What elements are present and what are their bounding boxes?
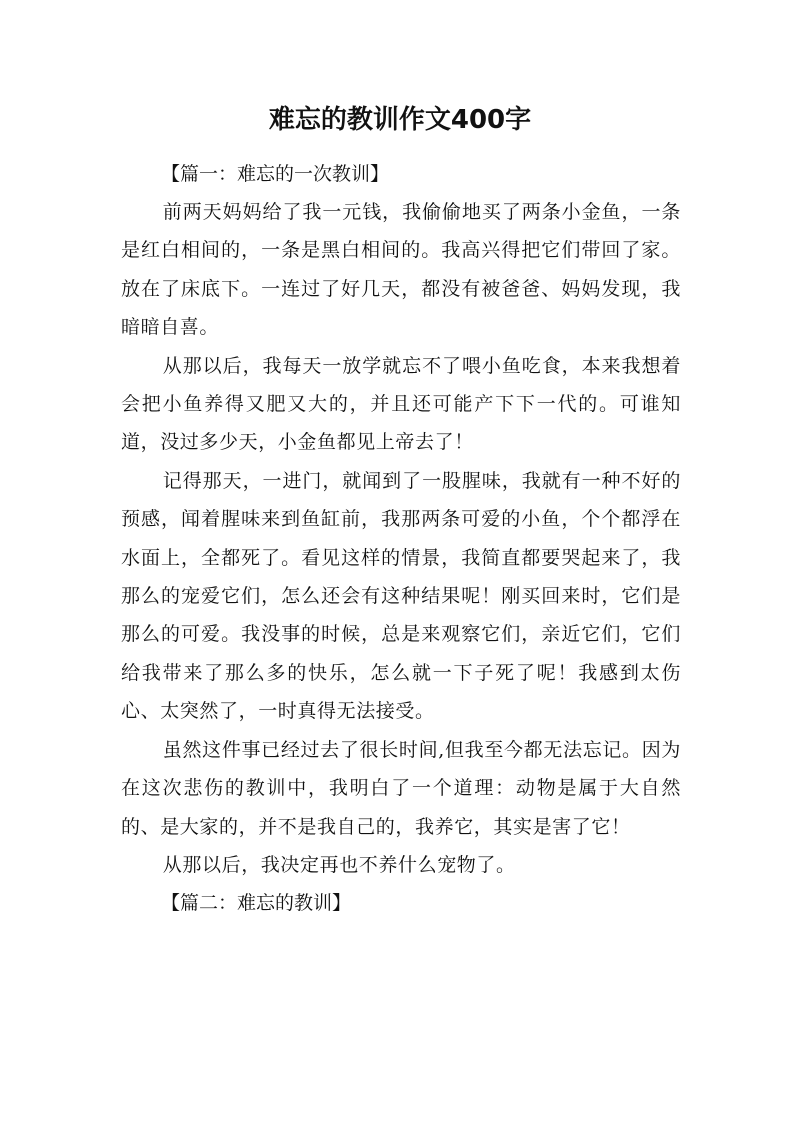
document-title: 难忘的教训作文400字	[268, 105, 532, 135]
section-heading-2: 【篇二：难忘的教训】	[161, 892, 352, 915]
paragraph: 从那以后，我每天一放学就忘不了喂小鱼吃食，本来我想着会把小鱼养得又肥又大的，并且还可能产下下一代的。可谁知道，没过多少天，小金鱼都见上帝去了！	[121, 354, 681, 454]
paragraph: 记得那天，一进门，就闻到了一股腥味，我就有一种不好的预感，闻着腥味来到鱼缸前，我那两条可爱的小鱼，个个都浮在水面上，全都死了。看见这样的情景，我简直都要哭起来了，我那么的宠爱它们，怎么还会有这种结果呢！刚买回来时，它们是那么的可爱。我没事的时候，总是来观察它们，亲近它们，它们给我带来了那么多的快乐，怎么就一下子死了呢！我感到太伤心、太突然了，一时真得无法接受。	[121, 469, 681, 723]
paragraph: 虽然这件事已经过去了很长时间,但我至今都无法忘记。因为在这次悲伤的教训中，我明白了一个道理：动物是属于大自然的、是大家的，并不是我自己的，我养它，其实是害了它！	[121, 738, 681, 838]
section-heading-1: 【篇一：难忘的一次教训】	[161, 163, 390, 185]
document-body	[121, 155, 681, 922]
paragraph: 前两天妈妈给了我一元钱，我偷偷地买了两条小金鱼，一条是红白相间的，一条是黑白相间的。我高兴得把它们带回了家。放在了床底下。一连过了好几天，都没有被爸爸、妈妈发现，我暗暗自喜。	[121, 201, 681, 339]
paragraph: 从那以后，我决定再也不养什么宠物了。	[162, 853, 516, 876]
